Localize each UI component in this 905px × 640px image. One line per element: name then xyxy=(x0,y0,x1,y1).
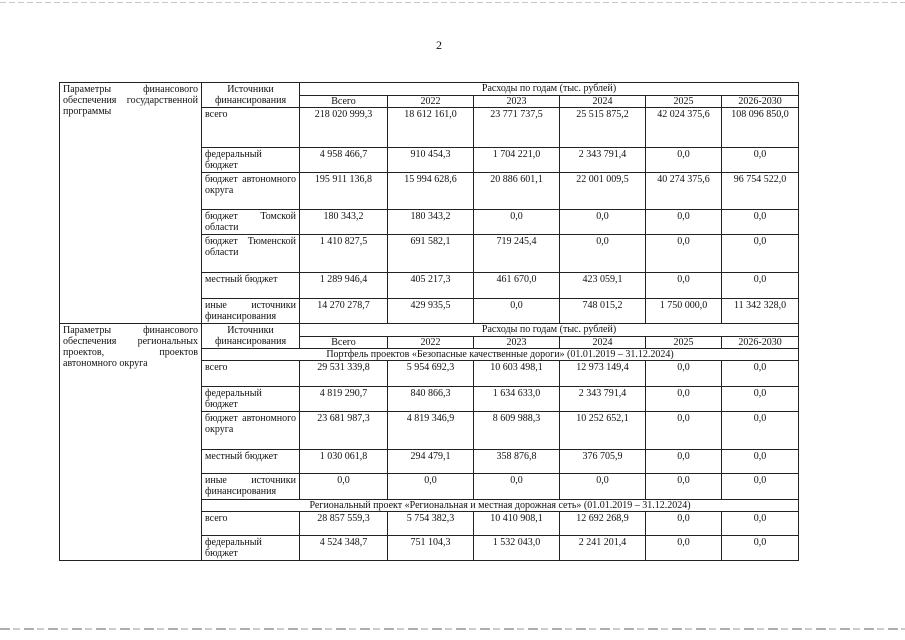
value-cell: 691 582,1 xyxy=(388,235,474,273)
source-label: бюджет Тюменской области xyxy=(202,235,300,273)
value-cell: 29 531 339,8 xyxy=(300,361,388,387)
parameter-label: Параметры финансового обеспечения государственной программы xyxy=(60,83,202,324)
value-cell: 1 289 946,4 xyxy=(300,273,388,299)
value-cell: 10 252 652,1 xyxy=(560,412,646,450)
value-cell: 0,0 xyxy=(646,536,722,561)
value-cell: 4 819 346,9 xyxy=(388,412,474,450)
value-cell: 0,0 xyxy=(646,235,722,273)
year-header: Всего xyxy=(300,336,388,349)
expenses-header: Расходы по годам (тыс. рублей) xyxy=(300,83,799,96)
value-cell: 0,0 xyxy=(722,536,799,561)
value-cell: 0,0 xyxy=(646,273,722,299)
value-cell: 0,0 xyxy=(646,387,722,412)
value-cell: 0,0 xyxy=(388,474,474,500)
value-cell: 4 524 348,7 xyxy=(300,536,388,561)
value-cell: 0,0 xyxy=(722,235,799,273)
value-cell: 20 886 601,1 xyxy=(474,173,560,210)
value-cell: 0,0 xyxy=(474,210,560,235)
value-cell: 0,0 xyxy=(560,474,646,500)
value-cell: 40 274 375,6 xyxy=(646,173,722,210)
value-cell: 0,0 xyxy=(474,299,560,324)
value-cell: 423 059,1 xyxy=(560,273,646,299)
value-cell: 0,0 xyxy=(646,512,722,536)
value-cell: 0,0 xyxy=(722,273,799,299)
sources-header: Источники финансирования xyxy=(202,324,300,349)
year-header: 2026-2030 xyxy=(722,336,799,349)
value-cell: 108 096 850,0 xyxy=(722,108,799,148)
value-cell: 405 217,3 xyxy=(388,273,474,299)
value-cell: 0,0 xyxy=(300,474,388,500)
value-cell: 0,0 xyxy=(646,361,722,387)
year-header: 2026-2030 xyxy=(722,95,799,108)
value-cell: 15 994 628,6 xyxy=(388,173,474,210)
value-cell: 719 245,4 xyxy=(474,235,560,273)
value-cell: 1 634 633,0 xyxy=(474,387,560,412)
sources-header: Источники финансирования xyxy=(202,83,300,108)
source-label: бюджет Томской области xyxy=(202,210,300,235)
value-cell: 0,0 xyxy=(722,412,799,450)
year-header: 2025 xyxy=(646,95,722,108)
value-cell: 0,0 xyxy=(560,210,646,235)
value-cell: 12 692 268,9 xyxy=(560,512,646,536)
value-cell: 28 857 559,3 xyxy=(300,512,388,536)
source-label: местный бюджет xyxy=(202,450,300,474)
scan-edge-bottom xyxy=(0,628,905,630)
value-cell: 180 343,2 xyxy=(300,210,388,235)
source-label: всего xyxy=(202,512,300,536)
value-cell: 0,0 xyxy=(646,474,722,500)
value-cell: 751 104,3 xyxy=(388,536,474,561)
value-cell: 910 454,3 xyxy=(388,148,474,173)
table-row xyxy=(60,324,799,337)
year-header: 2024 xyxy=(560,95,646,108)
value-cell: 0,0 xyxy=(722,512,799,536)
value-cell: 218 020 999,3 xyxy=(300,108,388,148)
source-label: всего xyxy=(202,361,300,387)
expenses-header: Расходы по годам (тыс. рублей) xyxy=(300,324,799,337)
value-cell: 10 410 908,1 xyxy=(474,512,560,536)
value-cell: 18 612 161,0 xyxy=(388,108,474,148)
value-cell: 5 954 692,3 xyxy=(388,361,474,387)
source-label: иные источники финансирования xyxy=(202,474,300,500)
scan-edge-top xyxy=(0,2,905,3)
source-label: бюджет автономного округа xyxy=(202,173,300,210)
value-cell: 96 754 522,0 xyxy=(722,173,799,210)
value-cell: 2 343 791,4 xyxy=(560,387,646,412)
value-cell: 0,0 xyxy=(646,450,722,474)
value-cell: 2 241 201,4 xyxy=(560,536,646,561)
source-label: бюджет автономного округа xyxy=(202,412,300,450)
value-cell: 23 681 987,3 xyxy=(300,412,388,450)
value-cell: 0,0 xyxy=(722,148,799,173)
value-cell: 4 958 466,7 xyxy=(300,148,388,173)
year-header: 2023 xyxy=(474,95,560,108)
source-label: федеральный бюджет xyxy=(202,387,300,412)
year-header: Всего xyxy=(300,95,388,108)
year-header: 2024 xyxy=(560,336,646,349)
value-cell: 14 270 278,7 xyxy=(300,299,388,324)
value-cell: 4 819 290,7 xyxy=(300,387,388,412)
value-cell: 461 670,0 xyxy=(474,273,560,299)
value-cell: 25 515 875,2 xyxy=(560,108,646,148)
value-cell: 1 410 827,5 xyxy=(300,235,388,273)
source-label: иные источники финансирования xyxy=(202,299,300,324)
source-label: федеральный бюджет xyxy=(202,148,300,173)
value-cell: 429 935,5 xyxy=(388,299,474,324)
value-cell: 1 532 043,0 xyxy=(474,536,560,561)
value-cell: 0,0 xyxy=(646,148,722,173)
value-cell: 0,0 xyxy=(560,235,646,273)
page-number: 2 xyxy=(436,38,442,52)
regional-project-title: Региональный проект «Региональная и местная дорожная сеть» (01.01.2019 – 31.12.2024) xyxy=(202,500,799,512)
value-cell: 22 001 009,5 xyxy=(560,173,646,210)
value-cell: 0,0 xyxy=(646,412,722,450)
value-cell: 1 750 000,0 xyxy=(646,299,722,324)
parameter-label: Параметры финансового обеспечения региональных проектов, проектов автономного округа xyxy=(60,324,202,561)
year-header: 2022 xyxy=(388,336,474,349)
project-portfolio-title: Портфель проектов «Безопасные качественные дороги» (01.01.2019 – 31.12.2024) xyxy=(202,349,799,361)
value-cell: 0,0 xyxy=(722,210,799,235)
year-header: 2023 xyxy=(474,336,560,349)
year-header: 2022 xyxy=(388,95,474,108)
value-cell: 1 704 221,0 xyxy=(474,148,560,173)
value-cell: 180 343,2 xyxy=(388,210,474,235)
value-cell: 12 973 149,4 xyxy=(560,361,646,387)
value-cell: 195 911 136,8 xyxy=(300,173,388,210)
value-cell: 376 705,9 xyxy=(560,450,646,474)
value-cell: 748 015,2 xyxy=(560,299,646,324)
value-cell: 42 024 375,6 xyxy=(646,108,722,148)
value-cell: 0,0 xyxy=(722,450,799,474)
value-cell: 0,0 xyxy=(474,474,560,500)
financing-table-body xyxy=(60,83,799,561)
source-label: местный бюджет xyxy=(202,273,300,299)
value-cell: 0,0 xyxy=(646,210,722,235)
value-cell: 5 754 382,3 xyxy=(388,512,474,536)
value-cell: 294 479,1 xyxy=(388,450,474,474)
year-header: 2025 xyxy=(646,336,722,349)
value-cell: 840 866,3 xyxy=(388,387,474,412)
value-cell: 358 876,8 xyxy=(474,450,560,474)
financing-table xyxy=(59,82,799,561)
value-cell: 8 609 988,3 xyxy=(474,412,560,450)
value-cell: 11 342 328,0 xyxy=(722,299,799,324)
value-cell: 2 343 791,4 xyxy=(560,148,646,173)
source-label: всего xyxy=(202,108,300,148)
value-cell: 23 771 737,5 xyxy=(474,108,560,148)
table-row xyxy=(60,83,799,96)
value-cell: 1 030 061,8 xyxy=(300,450,388,474)
value-cell: 0,0 xyxy=(722,387,799,412)
value-cell: 0,0 xyxy=(722,474,799,500)
value-cell: 0,0 xyxy=(722,361,799,387)
source-label: федеральный бюджет xyxy=(202,536,300,561)
value-cell: 10 603 498,1 xyxy=(474,361,560,387)
